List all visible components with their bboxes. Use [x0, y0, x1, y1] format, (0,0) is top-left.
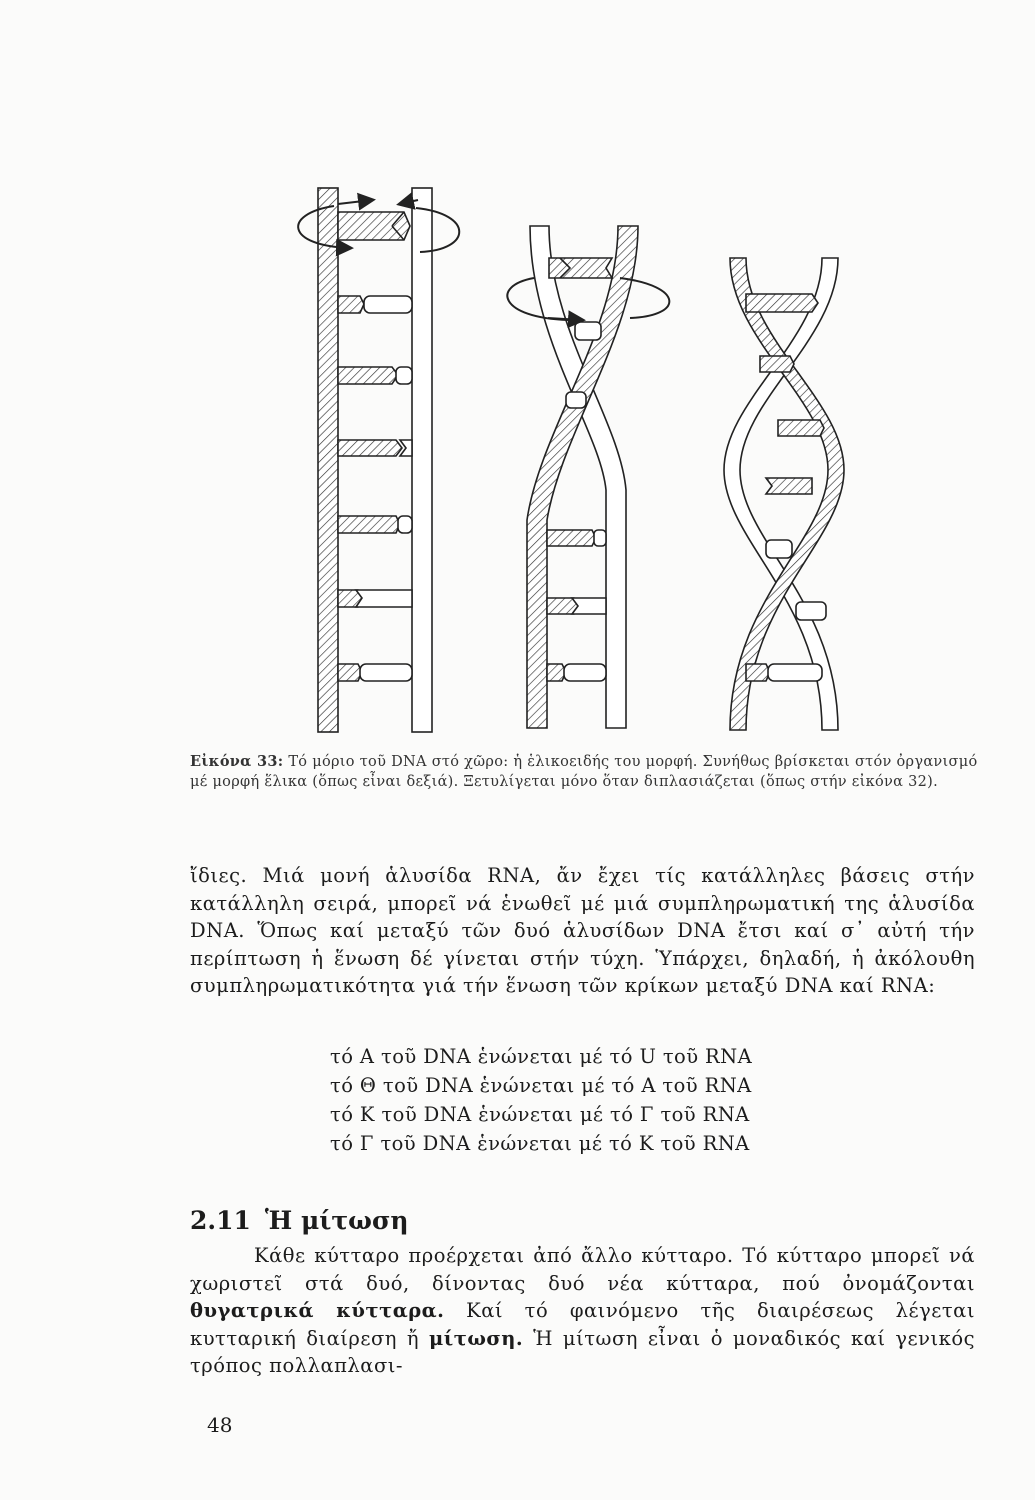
- twisted-rung: [566, 392, 586, 408]
- ladder-rung: [338, 212, 410, 240]
- caption-text: Τό μόριο τοῦ DNA στό χῶρο: ἡ ἑλικοειδής του μορφή. Συνήθως βρίσκεται στόν ὀργανισμό μέ μορφή ἕλικα (ὅπως εἶναι δεξιά). Ξετυλίγεται μόνο ὅταν διπλασιάζεται (ὅπως στήν εἰκόνα 32).: [190, 754, 978, 790]
- twisted-rung: [547, 598, 606, 614]
- helix-rung: [760, 356, 794, 372]
- ladder-rung: [338, 367, 412, 384]
- section-number: 2.11: [190, 1206, 251, 1235]
- helix-rung: [746, 294, 818, 312]
- ladder-rung: [338, 296, 412, 313]
- section-title: Ἡ μίτωση: [264, 1206, 409, 1235]
- helix-rung: [766, 540, 792, 558]
- pairing-line: τό Θ τοῦ DNA ἑνώνεται μέ τό Α τοῦ RNA: [330, 1074, 752, 1097]
- dna-molecule-figure: [0, 0, 1035, 745]
- body-paragraph: ἴδιες. Μιά μονή ἁλυσίδα RNA, ἄν ἔχει τίς κατάλληλες βάσεις στήν κατάλληλη σειρά, μπορεῖ νά ἑνωθεῖ μέ μιά συμπληρωματική της ἁλυσίδα DNA. Ὅπως καί μεταξύ τῶν δυό ἁλυσίδων DNA ἔτσι καί σ᾽ αὐτή τήν περίπτωση ἡ ἕνωση δέ γίνεται στήν τύχη. Ὑπάρχει, δηλαδή, ἡ ἀκόλουθη συμπληρωματικότητα γιά τήν ἕνωση τῶν κρίκων μεταξύ DNA καί RNA:: [190, 864, 975, 997]
- dna-double-helix: [724, 258, 844, 730]
- dna-partial-twist: [527, 226, 638, 728]
- twisted-rung: [547, 530, 606, 546]
- term-bold: θυγατρικά κύτταρα.: [190, 1299, 445, 1322]
- twisted-rung: [547, 664, 606, 681]
- term-bold: μίτωση.: [428, 1326, 524, 1350]
- pairing-line: τό Α τοῦ DNA ἑνώνεται μέ τό U τοῦ RNA: [330, 1045, 753, 1068]
- section-heading: [190, 1206, 409, 1235]
- body-paragraph: [190, 1242, 975, 1380]
- rotation-arrow-icon: [507, 278, 669, 320]
- dna-straight-ladder: [318, 188, 432, 732]
- helix-rung: [766, 478, 812, 494]
- text-run: Καί τό φαινόμενο τῆς διαιρέσεως λέγεται κυτταρική διαίρεση ἤ: [190, 1299, 975, 1350]
- helix-rung: [778, 420, 824, 436]
- ladder-rung: [338, 440, 412, 456]
- page-number: 48: [207, 1413, 233, 1437]
- twisted-rung: [575, 322, 601, 340]
- figure-caption: [190, 752, 980, 792]
- twisted-rung: [549, 258, 612, 278]
- ladder-rung: [338, 516, 412, 533]
- helix-rung: [796, 602, 826, 620]
- pairing-list: [330, 1042, 752, 1158]
- ladder-rung: [338, 590, 412, 607]
- helix-rung: [746, 664, 822, 681]
- pairing-line: τό Γ τοῦ DNA ἑνώνεται μέ τό Κ τοῦ RNA: [330, 1132, 750, 1155]
- text-run: Ἡ μίτωση εἶναι ὁ μοναδικός καί γενικός τρόπος πολλαπλασι-: [190, 1326, 975, 1377]
- caption-label: Εἰκόνα 33:: [190, 753, 284, 770]
- text-run: Κάθε κύτταρο προέρχεται ἀπό ἄλλο κύτταρο. Τό κύτταρο μπορεῖ νά χωριστεῖ στά δυό, δίνοντας δυό νέα κύτταρα, πού ὀνομάζονται: [190, 1244, 975, 1295]
- ladder-rung: [338, 664, 412, 681]
- pairing-line: τό Κ τοῦ DNA ἑνώνεται μέ τό Γ τοῦ RNA: [330, 1103, 750, 1126]
